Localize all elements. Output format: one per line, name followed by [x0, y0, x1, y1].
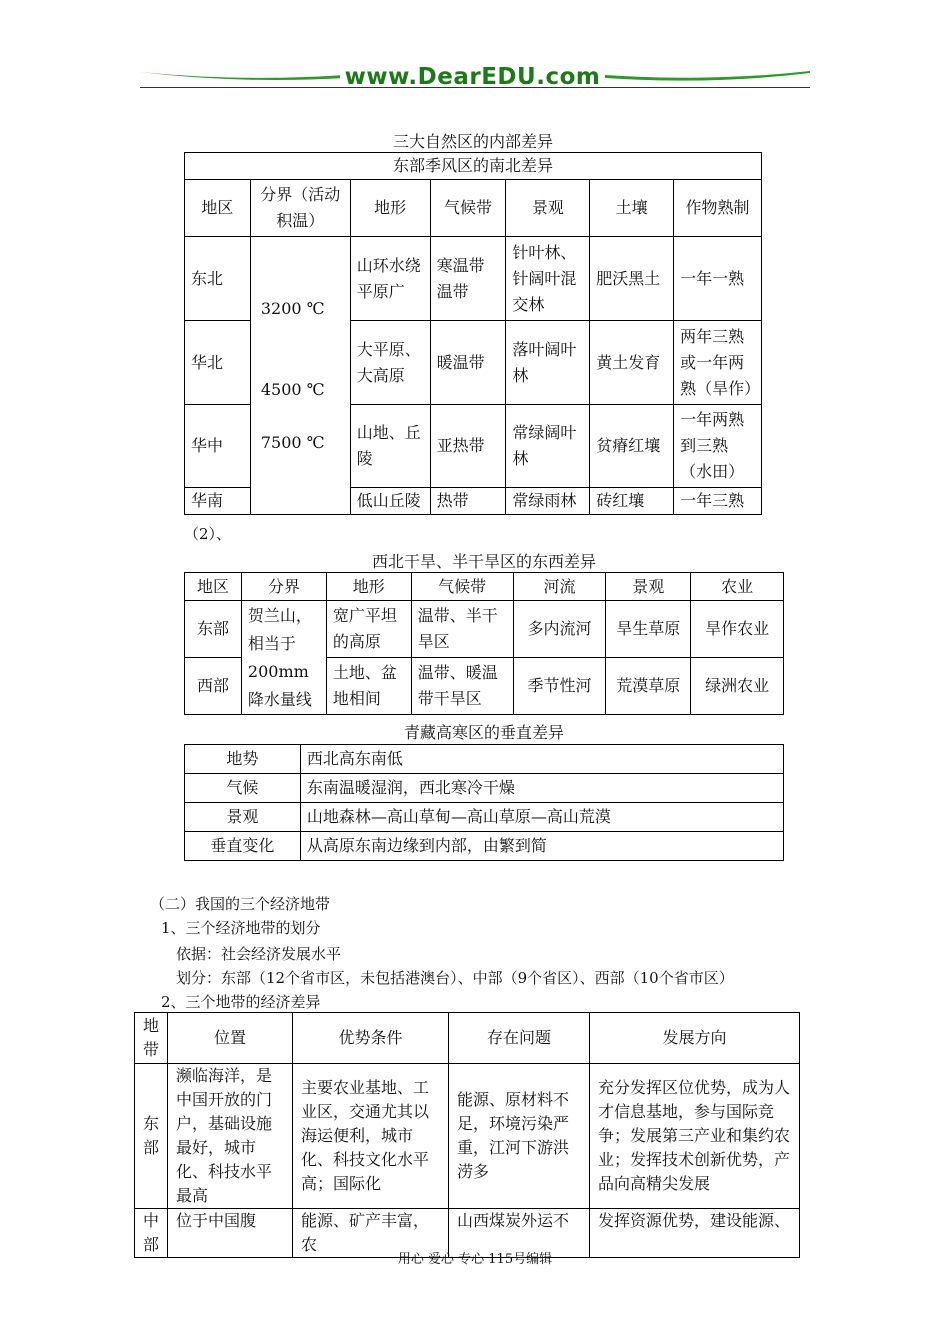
direction-cell: 充分发挥区位优势，成为人才信息基地，参与国际竞争；发展第三产业和集约农业；发挥技术创新优势，产品向高精尖发展 — [589, 1064, 799, 1209]
economic-table-clip — [134, 1012, 802, 1254]
subsection-label: （2）、 — [184, 525, 232, 543]
column-header: 地形 — [326, 573, 411, 601]
table-row — [185, 237, 762, 321]
table-row — [185, 745, 784, 774]
zone-cell: 中部 — [135, 1209, 168, 1258]
column-header: 地区 — [185, 573, 242, 601]
site-logo: www.DearEDU.com — [340, 64, 605, 90]
advantage-cell: 主要农业基地、工业区，交通尤其以海运便利，城市化、科技文化水平高；国际化 — [293, 1064, 449, 1209]
problem-cell: 能源、原材料不足，环境污染严重，江河下游洪涝多 — [448, 1064, 589, 1209]
section-title: 三大自然区的内部差异 — [392, 132, 553, 151]
table-caption: 东部季风区的南北差异 — [185, 153, 762, 180]
right-swoosh-decoration — [605, 70, 810, 80]
agriculture-cell: 旱作农业 — [691, 601, 784, 658]
attribute-cell: 景观 — [185, 803, 301, 832]
table-row — [135, 1064, 800, 1209]
crop-cell: 一年一熟 — [674, 237, 762, 321]
east-monsoon-table — [184, 152, 762, 515]
climate-cell: 温带、半干旱区 — [411, 601, 513, 658]
landscape-cell: 常绿阔叶林 — [506, 405, 590, 488]
boundary-value: 4500 ℃ — [260, 380, 325, 399]
column-header: 作物熟制 — [674, 180, 762, 237]
left-swoosh-decoration — [140, 70, 345, 80]
boundary-value: 7500 ℃ — [260, 433, 325, 452]
column-header: 位置 — [168, 1013, 293, 1064]
column-header: 气候带 — [411, 573, 513, 601]
value-cell: 东南温暖湿润，西北寒冷干燥 — [300, 774, 783, 803]
region-cell: 西部 — [185, 658, 242, 715]
terrain-cell: 大平原、大高原 — [350, 321, 430, 405]
column-header: 气候带 — [430, 180, 506, 237]
landscape-cell: 落叶阔叶林 — [506, 321, 590, 405]
column-header: 存在问题 — [448, 1013, 589, 1064]
climate-cell: 暖温带 — [430, 321, 506, 405]
value-cell: 西北高东南低 — [300, 745, 783, 774]
soil-cell: 砖红壤 — [590, 488, 674, 515]
subsection-heading: 2、三个地带的经济差异 — [161, 993, 321, 1011]
column-header: 景观 — [506, 180, 590, 237]
column-header: 景观 — [606, 573, 691, 601]
column-header: 发展方向 — [589, 1013, 799, 1064]
landscape-cell: 针叶林、针阔叶混交林 — [506, 237, 590, 321]
terrain-cell: 山环水绕平原广 — [350, 237, 430, 321]
section-heading: （二）我国的三个经济地带 — [150, 895, 331, 913]
region-cell: 华中 — [185, 405, 251, 488]
economic-zones-table — [134, 1012, 800, 1258]
column-header: 河流 — [513, 573, 606, 601]
location-cell: 濒临海洋，是中国开放的门户，基础设施最好，城市化、科技水平最高 — [168, 1064, 293, 1209]
site-header — [140, 62, 810, 94]
column-header: 地形 — [350, 180, 430, 237]
column-header: 分界 — [241, 573, 326, 601]
table-title: 西北干旱、半干旱区的东西差异 — [371, 552, 596, 571]
value-cell: 从高原东南边缘到内部，由繁到简 — [300, 832, 783, 861]
column-header: 地带 — [135, 1013, 168, 1064]
table-row — [185, 832, 784, 861]
region-cell: 华北 — [185, 321, 251, 405]
landscape-cell: 旱生草原 — [606, 601, 691, 658]
attribute-cell: 垂直变化 — [185, 832, 301, 861]
agriculture-cell: 绿洲农业 — [691, 658, 784, 715]
column-header: 农业 — [691, 573, 784, 601]
river-cell: 多内流河 — [513, 601, 606, 658]
boundary-cell — [250, 237, 350, 515]
climate-cell: 寒温带温带 — [430, 237, 506, 321]
attribute-cell: 地势 — [185, 745, 301, 774]
table-title: 青藏高寒区的垂直差异 — [403, 723, 564, 742]
climate-cell: 亚热带 — [430, 405, 506, 488]
northwest-table — [184, 572, 784, 715]
crop-cell: 一年两熟到三熟（水田） — [674, 405, 762, 488]
landscape-cell: 荒漠草原 — [606, 658, 691, 715]
qinghai-tibet-table — [184, 744, 784, 861]
zone-cell: 东部 — [135, 1064, 168, 1209]
header-rule — [140, 87, 810, 88]
table-row — [185, 601, 784, 658]
crop-cell: 两年三熟或一年两熟（旱作） — [674, 321, 762, 405]
terrain-cell: 低山丘陵 — [350, 488, 430, 515]
table-row — [185, 803, 784, 832]
soil-cell: 肥沃黑土 — [590, 237, 674, 321]
landscape-cell: 常绿雨林 — [506, 488, 590, 515]
region-cell: 华南 — [185, 488, 251, 515]
table-row — [185, 774, 784, 803]
column-header: 地区 — [185, 180, 251, 237]
crop-cell: 一年三熟 — [674, 488, 762, 515]
climate-cell: 热带 — [430, 488, 506, 515]
river-cell: 季节性河 — [513, 658, 606, 715]
boundary-cell: 贺兰山，相当于200mm降水量线 — [241, 601, 326, 715]
location-cell: 位于中国腹 — [168, 1209, 293, 1258]
direction-cell: 发挥资源优势，建设能源、 — [589, 1209, 799, 1258]
value-cell: 山地森林—高山草甸—高山草原—高山荒漠 — [300, 803, 783, 832]
column-header: 优势条件 — [293, 1013, 449, 1064]
terrain-cell: 宽广平坦的高原 — [326, 601, 411, 658]
page-footer: 用心 爱心 专心 115号编辑 — [397, 1252, 553, 1267]
terrain-cell: 山地、丘陵 — [350, 405, 430, 488]
column-header: 分界（活动积温） — [250, 180, 350, 237]
climate-cell: 温带、暖温带干旱区 — [411, 658, 513, 715]
paragraph: 划分：东部（12个省市区，未包括港澳台）、中部（9个省区）、西部（10个省市区） — [176, 969, 734, 987]
boundary-value: 3200 ℃ — [260, 299, 325, 318]
advantage-cell: 能源、矿产丰富，农 — [293, 1209, 449, 1258]
attribute-cell: 气候 — [185, 774, 301, 803]
subsection-heading: 1、三个经济地带的划分 — [161, 919, 321, 937]
paragraph: 依据：社会经济发展水平 — [176, 945, 342, 963]
region-cell: 东部 — [185, 601, 242, 658]
soil-cell: 黄土发育 — [590, 321, 674, 405]
column-header: 土壤 — [590, 180, 674, 237]
region-cell: 东北 — [185, 237, 251, 321]
problem-cell: 山西煤炭外运不 — [448, 1209, 589, 1258]
soil-cell: 贫瘠红壤 — [590, 405, 674, 488]
terrain-cell: 土地、盆地相间 — [326, 658, 411, 715]
